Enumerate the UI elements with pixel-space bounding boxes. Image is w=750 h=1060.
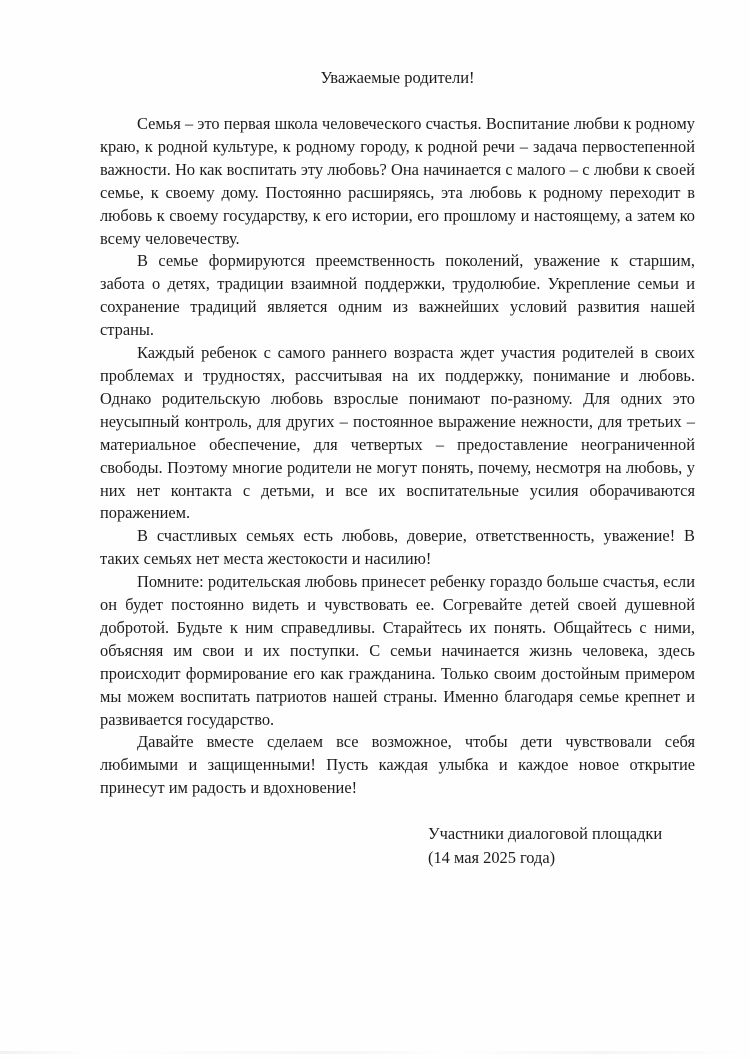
scan-edge-noise bbox=[0, 1051, 750, 1054]
paragraph-call-to-action: Давайте вместе сделаем все возможное, чтобы дети чувствовали себя любимыми и защищенными! Пусть каждая улыбка и каждое новое открытие принесут им радость и вдохновение! bbox=[100, 732, 695, 798]
paragraph-family-traditions: В семье формируются преемственность поколений, уважение к старшим, забота о детях, традиции взаимной поддержки, трудолюбие. Укрепление семьи и сохранение традиций является одним из важнейших условий развития нашей страны. bbox=[100, 251, 695, 340]
document-title: Уважаемые родители! bbox=[320, 68, 475, 87]
signature-block bbox=[428, 822, 695, 869]
paragraph-child-expectations: Каждый ребенок с самого раннего возраста ждет участия родителей в своих проблемах и трудностях, рассчитывая на их поддержку, понимание и любовь. Однако родительскую любовь взрослые понимают по-разному. Для одних это неусыпный контроль, для других – постоянное выражение нежности, для третьих – материальное обеспечение, для четвертых – предоставление неограниченной свободы. Поэтому многие родители не могут понять, почему, несмотря на любовь, у них нет контакта с детьми, и все их воспитательные усилия оборачиваются поражением. bbox=[100, 343, 695, 523]
paragraph-happy-families: В счастливых семьях есть любовь, доверие, ответственность, уважение! В таких семьях нет места жестокости и насилию! bbox=[100, 526, 695, 569]
signature-author: Участники диалоговой площадки bbox=[428, 824, 663, 844]
paragraph-parental-love-advice: Помните: родительская любовь принесет ребенку гораздо больше счастья, если он будет постоянно видеть и чувствовать ее. Согревайте детей своей душевной добротой. Будьте к ним справедливы. Старайтесь их понять. Общайтесь с ними, объясняя им свои и их поступки. С семьи начинается жизнь человека, здесь происходит формирование его как гражданина. Только своим достойным примером мы можем воспитать патриотов нашей страны. Именно благодаря семье крепнет и развивается государство. bbox=[100, 572, 695, 729]
document-body bbox=[100, 113, 695, 800]
signature-date: (14 мая 2025 года) bbox=[428, 847, 556, 867]
paragraph-family-first-school: Семья – это первая школа человеческого счастья. Воспитание любви к родному краю, к родной культуре, к родному городу, к родной речи – задача первостепенной важности. Но как воспитать эту любовь? Она начинается с малого – с любви к своей семье, к своему дому. Постоянно расширяясь, эта любовь к родному переходит в любовь к своему государству, к его истории, его прошлому и настоящему, а затем ко всему человечеству. bbox=[100, 114, 695, 248]
